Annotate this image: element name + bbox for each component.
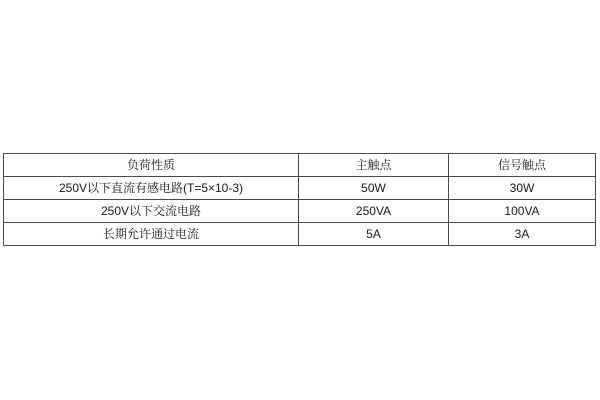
- cell-signal-contact: 3A: [449, 223, 596, 246]
- cell-main-contact: 50W: [299, 177, 449, 200]
- header-main-contact: 主触点: [299, 154, 449, 177]
- cell-signal-contact: 30W: [449, 177, 596, 200]
- cell-load-nature: 长期允许通过电流: [4, 223, 299, 246]
- header-load-nature: 负荷性质: [4, 154, 299, 177]
- cell-signal-contact: 100VA: [449, 200, 596, 223]
- table-row: [4, 200, 596, 223]
- cell-main-contact: 5A: [299, 223, 449, 246]
- cell-load-nature: 250V以下交流电路: [4, 200, 299, 223]
- load-spec-table: [3, 153, 596, 246]
- table-row: [4, 177, 596, 200]
- cell-load-nature: 250V以下直流有感电路(T=5×10-3): [4, 177, 299, 200]
- table-header-row: [4, 154, 596, 177]
- cell-main-contact: 250VA: [299, 200, 449, 223]
- table-row: [4, 223, 596, 246]
- header-signal-contact: 信号触点: [449, 154, 596, 177]
